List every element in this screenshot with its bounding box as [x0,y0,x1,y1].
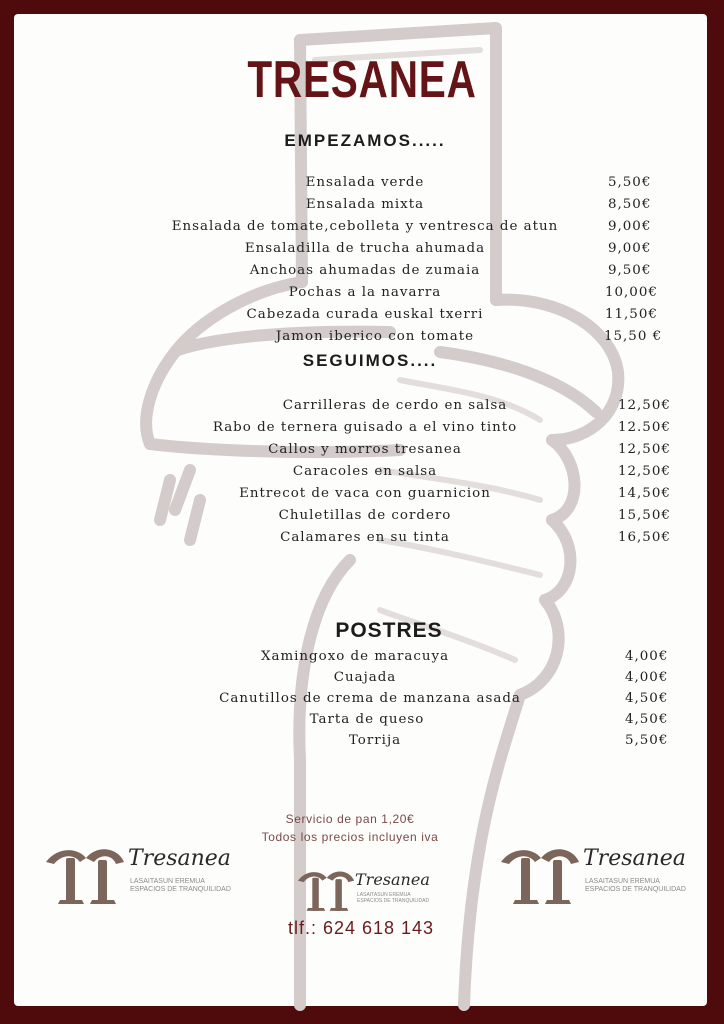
phone-number[interactable]: tlf.: 624 618 143 [287,918,435,938]
section-heading-mains: SEGUIMOS.... [302,351,438,370]
menu-item-price: 14,50€ [618,486,671,501]
menu-item-name: Entrecot de vaca con guarnicion [239,486,491,501]
menu-item-price: 5,50€ [625,733,669,748]
menu-item-name: Callos y morros tresanea [268,442,462,457]
menu-item-name: Cabezada curada euskal txerri [246,307,484,322]
menu-item-price: 15,50 € [604,329,663,344]
logo-subtitle-2: ESPACIOS DE TRANQUILIDAD [585,886,686,893]
restaurant-title: TRESANEA [247,51,477,109]
menu-item-price: 4,00€ [625,670,669,685]
tresanea-logo [295,866,445,914]
menu-item-price: 11,50€ [605,307,658,322]
menu-item-price: 4,50€ [625,712,669,727]
menu-item-name: Jamon iberico con tomate [275,329,475,344]
menu-item-price: 15,50€ [618,508,671,523]
logo-mark-icon [497,842,583,908]
logo-subtitle-2: ESPACIOS DE TRANQUILIDAD [130,886,231,893]
menu-item-name: Torrija [348,733,402,748]
menu-item-name: Rabo de ternera guisado a el vino tinto [212,420,518,435]
bread-service-note: Servicio de pan 1,20€ [285,812,415,826]
menu-item-name: Pochas a la navarra [288,285,442,300]
tresanea-logo [42,842,242,908]
menu-item-name: Cuajada [333,670,397,685]
menu-item-name: Tarta de queso [309,712,425,727]
logo-name: Tresanea [128,846,231,871]
section-heading-desserts: POSTRES [335,619,443,642]
menu-item-name: Ensalada mixta [305,197,425,212]
menu-item-name: Xamingoxo de maracuya [260,649,450,664]
menu-item-price: 4,50€ [625,691,669,706]
logo-name: Tresanea [355,870,430,889]
menu-item-name: Caracoles en salsa [292,464,438,479]
menu-item-price: 8,50€ [608,197,652,212]
menu-item-price: 10,00€ [605,285,658,300]
logo-subtitle-2: ESPACIOS DE TRANQUILIDAD [357,898,430,904]
menu-item-price: 9,00€ [608,219,652,234]
menu-item-name: Canutillos de crema de manzana asada [219,691,521,706]
logo-subtitle-1: LASAITASUN EREMUA [357,892,411,898]
menu-item-name: Anchoas ahumadas de zumaia [249,263,481,278]
menu-item-name: Ensalada de tomate,cebolleta y ventresca de atun [171,219,559,234]
menu-item-name: Ensaladilla de trucha ahumada [244,241,486,256]
menu-item-price: 9,50€ [608,263,652,278]
menu-item-name: Ensalada verde [305,175,425,190]
logo-subtitle-1: LASAITASUN EREMUA [585,878,660,885]
tresanea-logo [497,842,697,908]
menu-item-price: 5,50€ [608,175,652,190]
menu-item-name: Calamares en su tinta [280,530,450,545]
menu-item-price: 12,50€ [618,398,671,413]
logo-mark-icon [42,842,128,908]
menu-item-price: 12.50€ [618,420,671,435]
logo-name: Tresanea [583,846,686,871]
menu-item-price: 9,00€ [608,241,652,256]
vat-note: Todos los precios incluyen iva [261,830,439,844]
menu-item-name: Carrilleras de cerdo en salsa [282,398,508,413]
menu-item-name: Chuletillas de cordero [278,508,452,523]
menu-item-price: 12,50€ [618,464,671,479]
menu-item-price: 12,50€ [618,442,671,457]
logo-mark-icon [295,866,357,914]
section-heading-starters: EMPEZAMOS..... [284,131,446,150]
logo-subtitle-1: LASAITASUN EREMUA [130,878,205,885]
menu-item-price: 16,50€ [618,530,671,545]
menu-item-price: 4,00€ [625,649,669,664]
